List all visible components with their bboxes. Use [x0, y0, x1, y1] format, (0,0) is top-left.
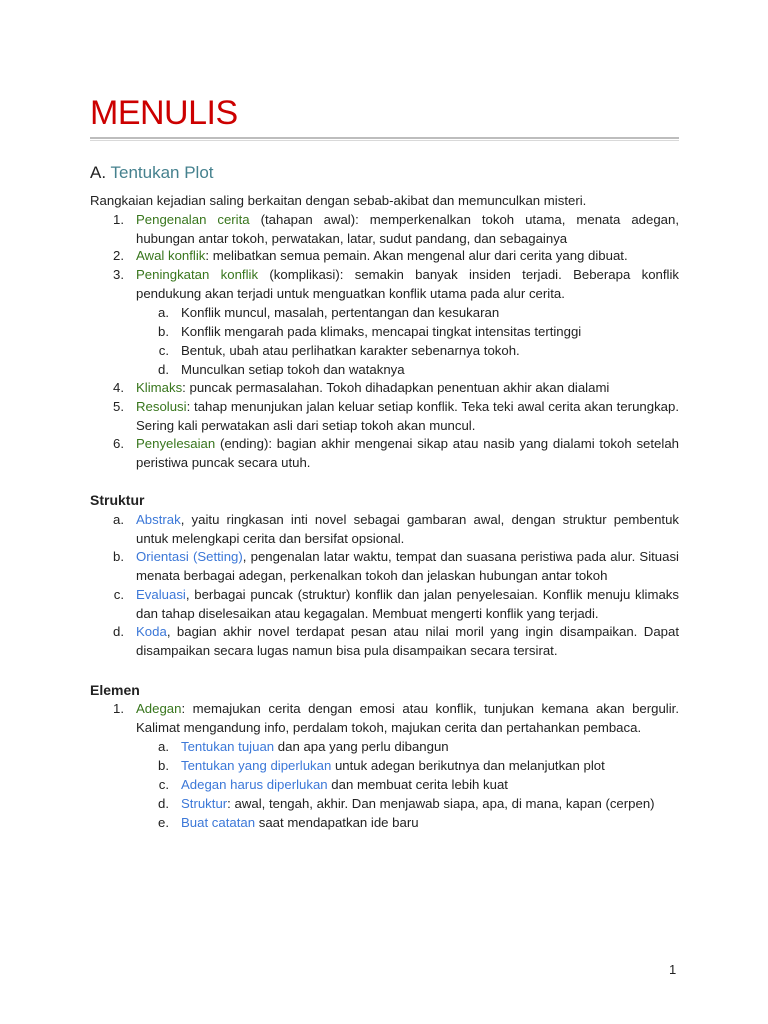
plot-term: Klimaks [136, 380, 183, 395]
elemen-subterm: Tentukan tujuan [181, 739, 275, 754]
section-a-heading [90, 162, 214, 184]
list-number: 2. [113, 248, 124, 263]
list-letter: c. [158, 777, 169, 792]
section-a-prefix: A. [90, 163, 107, 182]
elemen-subterm: Tentukan yang diperlukan [181, 758, 332, 773]
list-number: 4. [113, 380, 124, 395]
struktur-term: Orientasi (Setting) [136, 549, 243, 564]
list-letter: a. [158, 305, 169, 320]
list-letter: d. [158, 362, 169, 377]
struktur-heading: Struktur [90, 492, 145, 508]
plot-desc: (komplikasi): semakin banyak insiden terjadi. Beberapa konflik pendukung akan terjadi untuk menguatkan konflik utama pada alur cerita. [136, 267, 679, 301]
title-divider [90, 137, 679, 139]
plot-term: Awal konflik [136, 248, 206, 263]
plot-desc: : puncak permasalahan. Tokoh dihadapkan penentuan akhir akan dialami [182, 380, 610, 395]
page-number: 1 [669, 962, 677, 977]
plot-term: Resolusi [136, 399, 187, 414]
plot-term: Pengenalan cerita [136, 212, 250, 227]
elemen-subterm: Buat catatan [181, 815, 256, 830]
plot-desc: (ending): bagian akhir mengenai sikap atau nasib yang dialami tokoh setelah peristiwa puncak secara utuh. [136, 436, 679, 470]
list-letter: a. [113, 512, 124, 527]
elemen-heading: Elemen [90, 682, 140, 698]
struktur-term: Koda [136, 624, 167, 639]
list-number: 6. [113, 436, 124, 451]
plot-desc: (tahapan awal): memperkenalkan tokoh utama, menata adegan, hubungan antar tokoh, perwatakan, latar, sudut pandang, dan sebagainya [136, 212, 680, 246]
list-letter: a. [158, 739, 169, 754]
plot-term: Penyelesaian [136, 436, 216, 451]
struktur-term: Evaluasi [136, 587, 186, 602]
list-number: 1. [113, 212, 124, 227]
document-page: MENULIS A. Tentukan Plot Rangkaian kejadian saling berkaitan dengan sebab-akibat dan memunculkan misteri. 1. Pengenalan cerita (tahapan awal): memperkenalkan tokoh utama, menata adegan, hubungan antar tokoh, perwatakan, latar, sudut pandang, dan sebagainya 2. Awal konflik: melibatkan semua pemain. Akan mengenal alur dari cerita yang dibuat. 3. Peningkatan konflik (komplikasi): semakin banyak insiden terjadi. Beberapa konflik pendukung akan terjadi untuk menguatkan konflik utama pada alur cerita. a. Konflik muncul, masalah, pertentangan dan kesukaran b. Konflik mengarah pada klimaks, mencapai tingkat intensitas tertinggi c. Bentuk, ubah atau perlihatkan karakter sebenarnya tokoh. d. Munculkan setiap tokoh dan wataknya 4. Klimaks: puncak permasalahan. Tokoh dihadapkan penentuan akhir akan dialami 5. Resolusi: tahap menunjukan jalan keluar setiap konflik. Teka teki awal cerita akan terungkap. Sering kali perwatakan asli dari setiap tokoh akan muncul. 6. Penyelesaian (ending): bagian akhir mengenai sikap atau nasib yang dialami tokoh setelah peristiwa puncak secara utuh. Struktur a. Abstrak, yaitu ringkasan inti novel sebagai gambaran awal, dengan struktur pembentuk untuk melengkapi cerita dan bersifat opsional. b. Orientasi (Setting), pengenalan latar waktu, tempat dan suasana peristiwa pada alur. Situasi menata berbagai adegan, perkenalkan tokoh dan jelaskan hubungan antar tokoh c. Evaluasi, berbagai puncak (struktur) konflik dan jalan penyelesaian. Konflik menuju klimaks dan tahap diselesaikan atau kegagalan. Membuat mengerti konflik yang terjadi. d. Koda, bagian akhir novel terdapat pesan atau nilai moril yang ingin disampaikan. Dapat disampaikan secara lugas namun bisa pula disampaikan secara tersirat. Elemen 1. Adegan: memajukan cerita dengan emosi atau konflik, tunjukan kemana akan bergulir. Kalimat mengandung info, perdalam tokoh, majukan cerita dan pertahankan pembaca. a. Tentukan tujuan dan apa yang perlu dibangun b. Tentukan yang diperlukan untuk adegan berikutnya dan melanjutkan plot c. Adegan harus diperlukan dan membuat cerita lebih kuat d. Struktur: awal, tengah, akhir. Dan menjawab siapa, apa, di mana, kapan (cerpen) e. Buat catatan saat mendapatkan ide baru 1 [90, 94, 680, 977]
list-number: 1. [113, 701, 124, 716]
list-letter: b. [113, 549, 124, 564]
elemen-term: Adegan [136, 701, 182, 716]
list-letter: d. [113, 624, 124, 639]
elemen-subterm: Struktur [181, 796, 228, 811]
list-number: 3. [113, 267, 124, 282]
title-divider-shadow [90, 140, 679, 141]
list-letter: c. [113, 587, 124, 602]
page-title: MENULIS [90, 94, 238, 132]
list-letter: b. [158, 758, 169, 773]
list-letter: c. [158, 343, 169, 358]
struktur-term: Abstrak [136, 512, 181, 527]
section-a-title: Tentukan Plot [110, 163, 214, 182]
intro-paragraph: Rangkaian kejadian saling berkaitan dengan sebab-akibat dan memunculkan misteri. [90, 193, 587, 208]
plot-term: Peningkatan konflik [136, 267, 259, 282]
list-letter: d. [158, 796, 169, 811]
list-number: 5. [113, 399, 124, 414]
plot-desc: : melibatkan semua pemain. Akan mengenal alur dari cerita yang dibuat. [205, 248, 628, 263]
list-letter: e. [158, 815, 169, 830]
list-letter: b. [158, 324, 169, 339]
plot-desc: : tahap menunjukan jalan keluar setiap konflik. Teka teki awal cerita akan terungkap. Sering kali perwatakan asli dari setiap tokoh akan muncul. [136, 399, 679, 433]
elemen-subterm: Adegan harus diperlukan [181, 777, 328, 792]
